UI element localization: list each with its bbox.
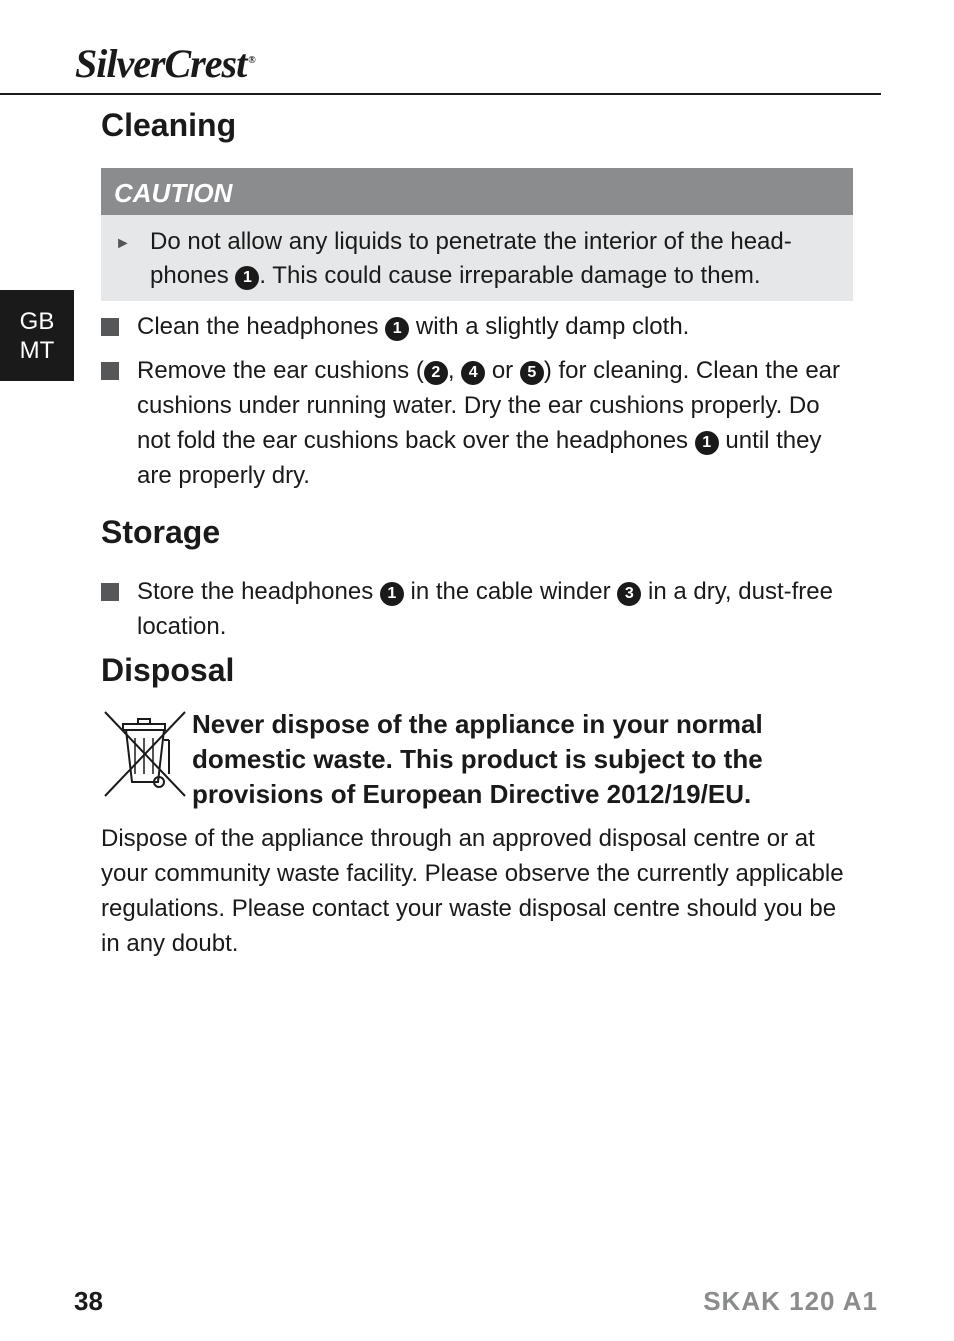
caution-heading: CAUTION <box>101 168 853 215</box>
disposal-paragraph: Dispose of the appliance through an approved disposal centre or at your community waste facility. Please observe the currently applicable regulations. Please contact your waste disposal centre should you be in any doubt. <box>101 825 844 957</box>
text-part: or <box>485 357 520 384</box>
text-part: , <box>447 357 462 384</box>
part-ref-3: 3 <box>617 582 641 606</box>
caution-text-a: Do not allow any liquids to penetrate the interior of the head-phones <box>150 228 792 289</box>
cleaning-bullet-1 <box>101 309 853 344</box>
caution-text <box>101 215 853 293</box>
square-bullet-icon <box>101 362 119 380</box>
part-ref-1: 1 <box>235 266 259 290</box>
cleaning-bullet-2 <box>101 353 853 493</box>
text-part: Clean the headphones <box>137 313 386 340</box>
part-ref-1: 1 <box>380 582 404 606</box>
caution-text-b: . This could cause irreparable damage to them. <box>259 262 761 289</box>
square-bullet-icon <box>101 583 119 601</box>
cleaning-bullet-2-text <box>137 353 853 493</box>
caution-box <box>101 168 853 301</box>
language-tab <box>0 290 74 381</box>
part-ref-2: 2 <box>424 361 448 385</box>
header-rule <box>0 93 881 95</box>
text-part: in a dry, dust-free location. <box>137 578 833 640</box>
disposal-warning: Never dispose of the appliance in your normal domestic waste. This product is subject to the provisions of European Directive 2012/19/EU. <box>192 709 763 809</box>
arrow-right-icon: ► <box>115 235 131 252</box>
language-code-2: MT <box>19 337 55 364</box>
registered-mark: ® <box>248 54 255 66</box>
language-code-1: GB <box>19 308 55 335</box>
part-ref-5: 5 <box>520 361 544 385</box>
cleaning-heading: Cleaning <box>101 107 237 143</box>
page-number: 38 <box>74 1286 103 1316</box>
cleaning-bullet-1-text <box>137 309 853 344</box>
brand-name: SilverCrest <box>75 41 247 86</box>
crossed-out-wheelie-bin-icon <box>103 710 187 798</box>
storage-bullet-1-text <box>137 574 853 644</box>
text-part: until they are properly dry. <box>137 427 822 489</box>
disposal-heading: Disposal <box>101 652 235 688</box>
text-part: in the cable winder <box>403 578 618 605</box>
text-part: ) for cleaning. Clean the ear cushions under running water. Dry the ear cushions properly. Do not fold the ear cushions back over the headphones <box>137 357 841 454</box>
brand-logo <box>75 41 255 86</box>
text-part: Remove the ear cushions ( <box>137 357 424 384</box>
storage-bullet-1 <box>101 574 853 644</box>
text-part: Store the headphones <box>137 578 380 605</box>
model-number: SKAK 120 A1 <box>703 1286 878 1316</box>
storage-heading: Storage <box>101 514 221 550</box>
text-part: with a slightly damp cloth. <box>409 313 690 340</box>
part-ref-1: 1 <box>385 317 409 341</box>
part-ref-1: 1 <box>695 431 719 455</box>
square-bullet-icon <box>101 318 119 336</box>
part-ref-4: 4 <box>461 361 485 385</box>
